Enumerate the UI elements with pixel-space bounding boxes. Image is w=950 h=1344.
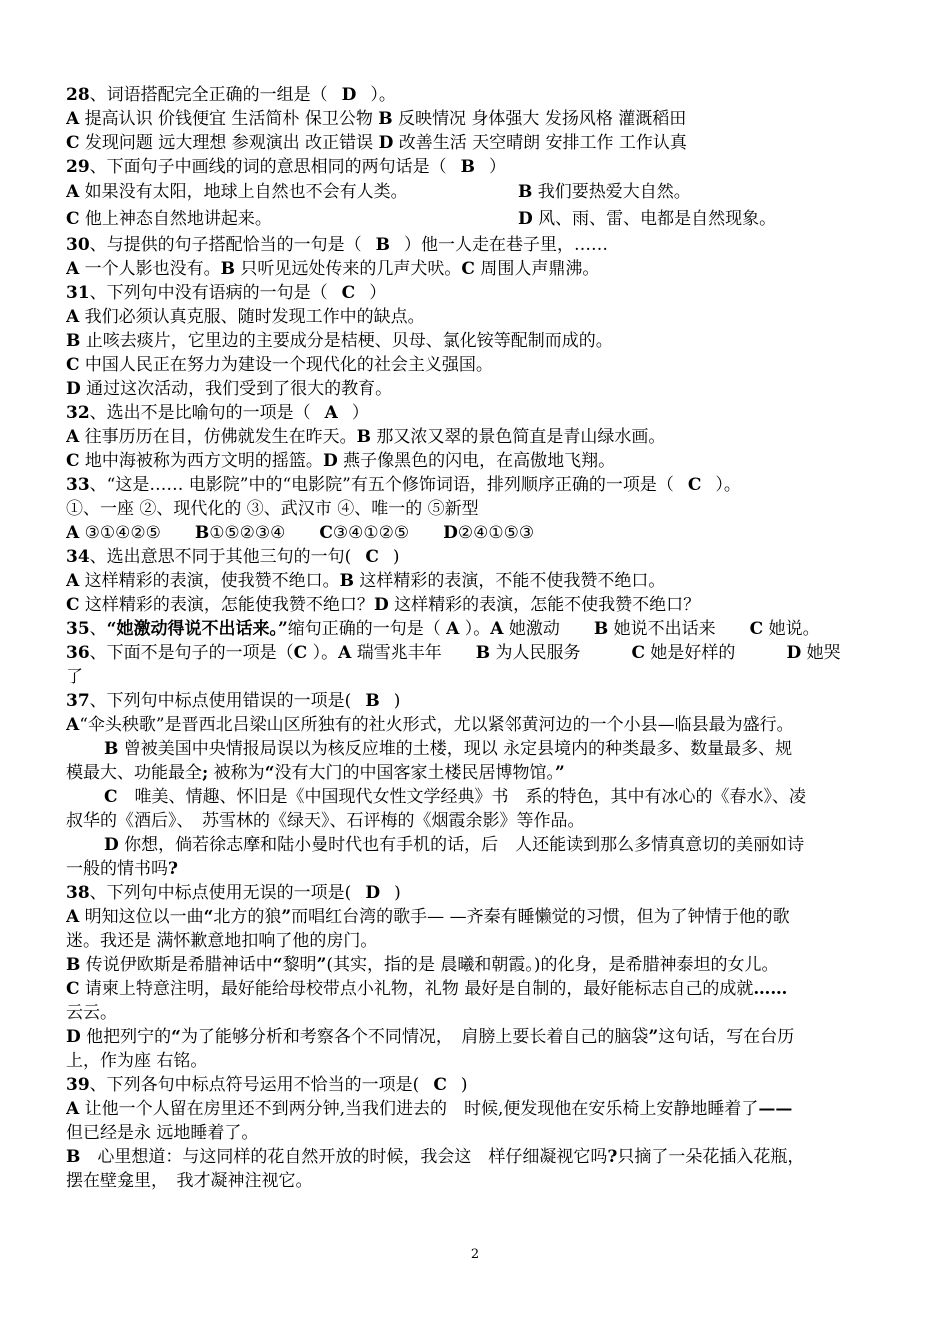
text: 你想，倘若徐志摩和陆小曼时代也有手机的话，后 人还能读到那么多情真意切的美丽如诗 bbox=[118, 835, 805, 855]
text: 传说伊欧斯是希腊神话中 bbox=[80, 955, 273, 975]
text: 她哭 bbox=[801, 643, 841, 663]
question-text: 、下面句子中画线的词的意思相同的两句话是（ bbox=[89, 157, 447, 177]
question-stem bbox=[66, 401, 888, 425]
bold-text: ? bbox=[607, 1147, 618, 1167]
text: 地中海被称为西方文明的摇篮。 bbox=[79, 451, 323, 471]
bold-text: B bbox=[518, 182, 533, 202]
answer-letter: C bbox=[341, 283, 356, 303]
text: 止咳去痰片，它里边的主要成分是桔梗、贝母、氯化铵等配制而成的。 bbox=[80, 331, 613, 351]
question-line bbox=[66, 809, 888, 833]
text: (其实，指的是 晨曦和朝霞。)的化身，是希腊神泰坦的女儿。 bbox=[326, 955, 779, 975]
bold-text: A bbox=[66, 427, 80, 447]
question-text-end: ) bbox=[394, 883, 401, 903]
question-line bbox=[66, 521, 888, 545]
bold-text: A bbox=[66, 307, 80, 327]
question-line bbox=[66, 1097, 888, 1121]
text: 她说不出话来 bbox=[608, 619, 750, 639]
text: 他上神态自然地讲起来。 bbox=[79, 209, 272, 229]
question-line bbox=[66, 905, 888, 929]
option-column-left bbox=[66, 179, 518, 206]
answer-letter: C bbox=[687, 475, 702, 495]
bold-text: A bbox=[66, 182, 80, 202]
bold-text: B bbox=[66, 955, 81, 975]
question-line bbox=[66, 569, 888, 593]
text: 这样精彩的表演，怎能不使我赞不绝口？ bbox=[388, 595, 701, 615]
text: 这样精彩的表演，怎能使我赞不绝口？ bbox=[79, 595, 374, 615]
bold-text: ” bbox=[281, 907, 292, 927]
bold-text: A bbox=[66, 715, 80, 735]
question-text-end: ）。 bbox=[715, 475, 741, 495]
bold-text: A bbox=[66, 907, 80, 927]
question-line bbox=[66, 977, 888, 1001]
option-column-left bbox=[66, 206, 518, 233]
question-text: 、选出意思不同于其他三句的一句( bbox=[89, 547, 352, 567]
question-number: 29 bbox=[66, 157, 90, 177]
bold-text: C bbox=[66, 209, 80, 229]
text: 唯美、情趣、怀旧是《中国现代女性文学经典》书 系的特色，其中有冰心的《春水》、凌 bbox=[117, 787, 807, 807]
text: ③④①②⑤ bbox=[332, 523, 444, 543]
text: 这样精彩的表演，使我赞不绝口。 bbox=[79, 571, 340, 591]
question-text: 、下列句中标点使用错误的一项是( bbox=[89, 691, 352, 711]
question-line bbox=[66, 737, 888, 761]
bold-text: D bbox=[373, 595, 389, 615]
question-line bbox=[66, 617, 888, 641]
bold-text: ” bbox=[554, 763, 565, 783]
question-text-end: ）他一人走在巷子里，…… bbox=[404, 235, 609, 255]
text: 但已经是永 远地睡着了。 bbox=[66, 1123, 259, 1143]
text: 她是好样的 bbox=[645, 643, 787, 663]
question-stem bbox=[66, 473, 888, 497]
text: 而唱红台湾的歌手— —齐秦有睡懒觉的习惯，但为了钟情于他的歌 bbox=[291, 907, 790, 927]
answer-letter: C bbox=[365, 547, 379, 567]
text: 请柬上特意注明，最好能给母校带点小礼物，礼物 最好是自制的，最好能标志自己的成就 bbox=[79, 979, 754, 999]
question-number: 31 bbox=[66, 283, 90, 303]
bold-text: A bbox=[66, 259, 80, 279]
answer-letter: B bbox=[460, 157, 476, 177]
bold-text: D bbox=[378, 133, 394, 153]
answer-letter: C bbox=[433, 1075, 447, 1095]
text: 那又浓又翠的景色简直是青山绿水画。 bbox=[370, 427, 666, 447]
text: 她说。 bbox=[763, 619, 820, 639]
text: 他把列宁的 bbox=[80, 1027, 172, 1047]
bold-text: B bbox=[378, 109, 393, 129]
bold-text: A bbox=[338, 643, 352, 663]
text: 只听见远处传来的几声犬吠。 bbox=[234, 259, 462, 279]
text: 中国人民正在努力为建设一个现代化的社会主义强国。 bbox=[79, 355, 493, 375]
question-line bbox=[66, 1121, 888, 1145]
bold-text: C bbox=[66, 133, 80, 153]
question-line bbox=[66, 953, 888, 977]
question-number: 30 bbox=[66, 235, 90, 255]
question-line bbox=[66, 1169, 888, 1193]
bold-text: B bbox=[194, 523, 210, 543]
text: 迷。我还是 满怀歉意地扣响了他的房门。 bbox=[66, 931, 378, 951]
bold-text: D bbox=[66, 1027, 81, 1047]
bold-text: D bbox=[518, 209, 533, 229]
bold-text: C bbox=[66, 595, 80, 615]
bold-text: C bbox=[319, 523, 333, 543]
question-list bbox=[66, 83, 888, 1193]
question-line bbox=[66, 353, 888, 377]
question-line bbox=[66, 713, 888, 737]
bold-text: ? bbox=[168, 859, 178, 879]
text: 被称为 bbox=[208, 763, 265, 783]
bold-text: B bbox=[66, 331, 81, 351]
answer-letter: B bbox=[365, 691, 380, 711]
question-stem bbox=[66, 83, 888, 107]
question-text: 、下列句中没有语病的一句是（ bbox=[89, 283, 328, 303]
question-line bbox=[66, 929, 888, 953]
text: 只摘了一朵花插入花瓶， bbox=[617, 1147, 805, 1167]
question-line bbox=[66, 833, 888, 857]
question-text-end: ) bbox=[393, 691, 401, 711]
bold-text: B bbox=[339, 571, 354, 591]
question-line bbox=[66, 206, 888, 233]
text: ③①④②⑤ bbox=[79, 523, 195, 543]
question-stem bbox=[66, 545, 888, 569]
bold-text: C bbox=[66, 451, 80, 471]
text: 周围人声鼎沸。 bbox=[474, 259, 600, 279]
question-line bbox=[66, 1049, 888, 1073]
text: ①⑤②③④ bbox=[209, 523, 320, 543]
question-line bbox=[66, 761, 888, 785]
question-text-end: ) bbox=[392, 547, 400, 567]
question-text: 、下列各句中标点符号运用不恰当的一项是( bbox=[89, 1075, 420, 1095]
bold-text: B bbox=[66, 1147, 81, 1167]
text: ）。 bbox=[307, 643, 339, 663]
text: 一般的情书吗 bbox=[66, 859, 168, 879]
answer-letter: B bbox=[375, 235, 391, 255]
text: 摆在壁龛里， 我才凝神注视它。 bbox=[66, 1171, 313, 1191]
question-number: 32 bbox=[66, 403, 90, 423]
question-line bbox=[66, 449, 888, 473]
question-text-end: ） bbox=[351, 403, 369, 423]
question-number: 34 bbox=[66, 547, 90, 567]
bold-text: B bbox=[593, 619, 609, 639]
bold-text: C bbox=[631, 643, 646, 663]
answer-letter: A bbox=[324, 403, 338, 423]
question-stem bbox=[66, 1073, 888, 1097]
question-text: 、“这是…… 电影院”中的“电影院”有五个修饰词语，排列顺序正确的一项是（ bbox=[89, 475, 674, 495]
bold-text: A bbox=[490, 619, 504, 639]
question-line bbox=[66, 497, 888, 521]
text: 了 bbox=[66, 667, 83, 687]
bold-text: B bbox=[104, 739, 119, 759]
text: 为人民服务 bbox=[490, 643, 632, 663]
text: ②④①⑤③ bbox=[457, 523, 535, 543]
text: 缩句正确的一句是（ bbox=[287, 619, 447, 639]
bold-text: A bbox=[446, 619, 460, 639]
text: 黎明 bbox=[282, 955, 317, 975]
answer-letter: D bbox=[341, 85, 357, 105]
question-line bbox=[66, 665, 888, 689]
text: “伞头秧歌”是晋西北吕梁山区所独有的社火形式，尤以紧邻黄河边的一个小县—临县最为盛行。 bbox=[79, 715, 794, 735]
bold-text: “她激动得说不出话来。” bbox=[106, 619, 288, 639]
question-line bbox=[66, 641, 888, 665]
text: 为了能够分析和考察各个不同情况， 肩膀上要长着自己的脑袋 bbox=[180, 1027, 649, 1047]
question-line bbox=[66, 425, 888, 449]
text: 让他一个人留在房里还不到两分钟,当我们进去的 时候,便发现他在安乐椅上安静地睡着了 bbox=[79, 1099, 759, 1119]
bold-text: “ bbox=[272, 955, 283, 975]
bold-text: D bbox=[786, 643, 802, 663]
text: 心里想道：与这同样的花自然开放的时候，我会这 样仔细凝视它吗 bbox=[80, 1147, 608, 1167]
text: 北方的狼 bbox=[213, 907, 282, 927]
question-line bbox=[66, 107, 888, 131]
bold-text: ” bbox=[648, 1027, 659, 1047]
text: 她激动 bbox=[503, 619, 594, 639]
bold-text: C bbox=[293, 643, 308, 663]
text: ①、一座 ②、现代化的 ③、武汉市 ④、唯一的 ⑤新型 bbox=[66, 499, 479, 519]
bold-text: A bbox=[66, 1099, 80, 1119]
question-text: 、选出不是比喻句的一项是（ bbox=[89, 403, 311, 423]
bold-text: —— bbox=[758, 1099, 793, 1119]
question-line bbox=[66, 257, 888, 281]
question-stem bbox=[66, 689, 888, 713]
question-line bbox=[66, 1001, 888, 1025]
question-line bbox=[66, 305, 888, 329]
bold-text: B bbox=[475, 643, 491, 663]
text: 、 bbox=[89, 619, 107, 639]
bold-text: “ bbox=[171, 1027, 181, 1047]
text: 改善生活 天空晴朗 安排工作 工作认真 bbox=[393, 133, 687, 153]
option-column-right bbox=[518, 206, 776, 233]
question-text-end: ） bbox=[369, 283, 387, 303]
question-text-end: ）。 bbox=[370, 85, 396, 105]
question-line bbox=[66, 593, 888, 617]
text: 我们必须认真克服、随时发现工作中的缺点。 bbox=[79, 307, 425, 327]
text: 通过这次活动，我们受到了很大的教育。 bbox=[80, 379, 393, 399]
question-number: 38 bbox=[66, 883, 90, 903]
text: 如果没有太阳，地球上自然也不会有人类。 bbox=[79, 182, 408, 202]
question-stem bbox=[66, 281, 888, 305]
text: 明知这位以一曲 bbox=[79, 907, 204, 927]
text: 瑞雪兆丰年 bbox=[351, 643, 476, 663]
bold-text: C bbox=[66, 979, 80, 999]
text: 燕子像黑色的闪电，在高傲地飞翔。 bbox=[337, 451, 616, 471]
page-number: 2 bbox=[470, 1247, 480, 1262]
text: ）。 bbox=[459, 619, 491, 639]
text: 发现问题 远大理想 参观演出 改正错误 bbox=[79, 133, 379, 153]
bold-text: ; bbox=[202, 763, 209, 783]
text: 没有大门的中国客家土楼民居博物馆。 bbox=[274, 763, 555, 783]
question-text: 、与提供的句子搭配恰当的一句是（ bbox=[89, 235, 362, 255]
text: 提高认识 价钱便宜 生活简朴 保卫公物 bbox=[79, 109, 379, 129]
bold-text: C bbox=[749, 619, 764, 639]
question-line bbox=[66, 131, 888, 155]
option-column-right bbox=[518, 179, 691, 206]
question-line bbox=[66, 1145, 888, 1169]
question-line bbox=[66, 857, 888, 881]
question-line bbox=[66, 377, 888, 401]
text: 曾被美国中央情报局误以为核反应堆的土楼，现以 永定县境内的种类最多、数量最多、规 bbox=[118, 739, 793, 759]
question-text-end: ) bbox=[460, 1075, 468, 1095]
bold-text: 35 bbox=[66, 619, 90, 639]
question-text: 、词语搭配完全正确的一组是（ bbox=[89, 85, 328, 105]
bold-text: 36 bbox=[66, 643, 90, 663]
question-line bbox=[66, 785, 888, 809]
text: 这样精彩的表演，不能不使我赞不绝口。 bbox=[353, 571, 666, 591]
bold-text: …… bbox=[753, 979, 788, 999]
question-number: 28 bbox=[66, 85, 90, 105]
question-stem bbox=[66, 881, 888, 905]
text: 这句话，写在台历 bbox=[658, 1027, 795, 1047]
question-number: 37 bbox=[66, 691, 90, 711]
question-line bbox=[66, 1025, 888, 1049]
question-text-end: ） bbox=[489, 157, 507, 177]
bold-text: A bbox=[66, 523, 80, 543]
text: 风、雨、雷、电都是自然现象。 bbox=[532, 209, 777, 229]
text: 一个人影也没有。 bbox=[79, 259, 221, 279]
text: 云云。 bbox=[66, 1003, 117, 1023]
bold-text: A bbox=[66, 109, 80, 129]
text: 往事历历在目，仿佛就发生在昨天。 bbox=[79, 427, 357, 447]
question-text: 、下列句中标点使用无误的一项是( bbox=[89, 883, 352, 903]
bold-text: D bbox=[104, 835, 119, 855]
text: 、下面不是句子的一项是（ bbox=[89, 643, 294, 663]
bold-text: D bbox=[322, 451, 338, 471]
question-stem bbox=[66, 233, 888, 257]
bold-text: “ bbox=[264, 763, 275, 783]
text: 上，作为座 右铭。 bbox=[66, 1051, 208, 1071]
question-stem bbox=[66, 155, 888, 179]
bold-text: ” bbox=[316, 955, 327, 975]
question-number: 39 bbox=[66, 1075, 90, 1095]
bold-text: “ bbox=[203, 907, 214, 927]
bold-text: C bbox=[104, 787, 118, 807]
question-line bbox=[66, 179, 888, 206]
text: 反映情况 身体强大 发扬风格 灌溉稻田 bbox=[392, 109, 687, 129]
bold-text: C bbox=[461, 259, 475, 279]
question-line bbox=[66, 329, 888, 353]
answer-letter: D bbox=[365, 883, 381, 903]
text: 模最大、功能最全 bbox=[66, 763, 202, 783]
bold-text: D bbox=[443, 523, 458, 543]
bold-text: B bbox=[356, 427, 371, 447]
bold-text: A bbox=[66, 571, 80, 591]
text: 叔华的《酒后》、 苏雪林的《绿天》、石评梅的《烟霞余影》等作品。 bbox=[66, 811, 585, 831]
question-number: 33 bbox=[66, 475, 90, 495]
text: 我们要热爱大自然。 bbox=[532, 182, 691, 202]
bold-text: B bbox=[220, 259, 235, 279]
bold-text: C bbox=[66, 355, 80, 375]
bold-text: D bbox=[66, 379, 81, 399]
